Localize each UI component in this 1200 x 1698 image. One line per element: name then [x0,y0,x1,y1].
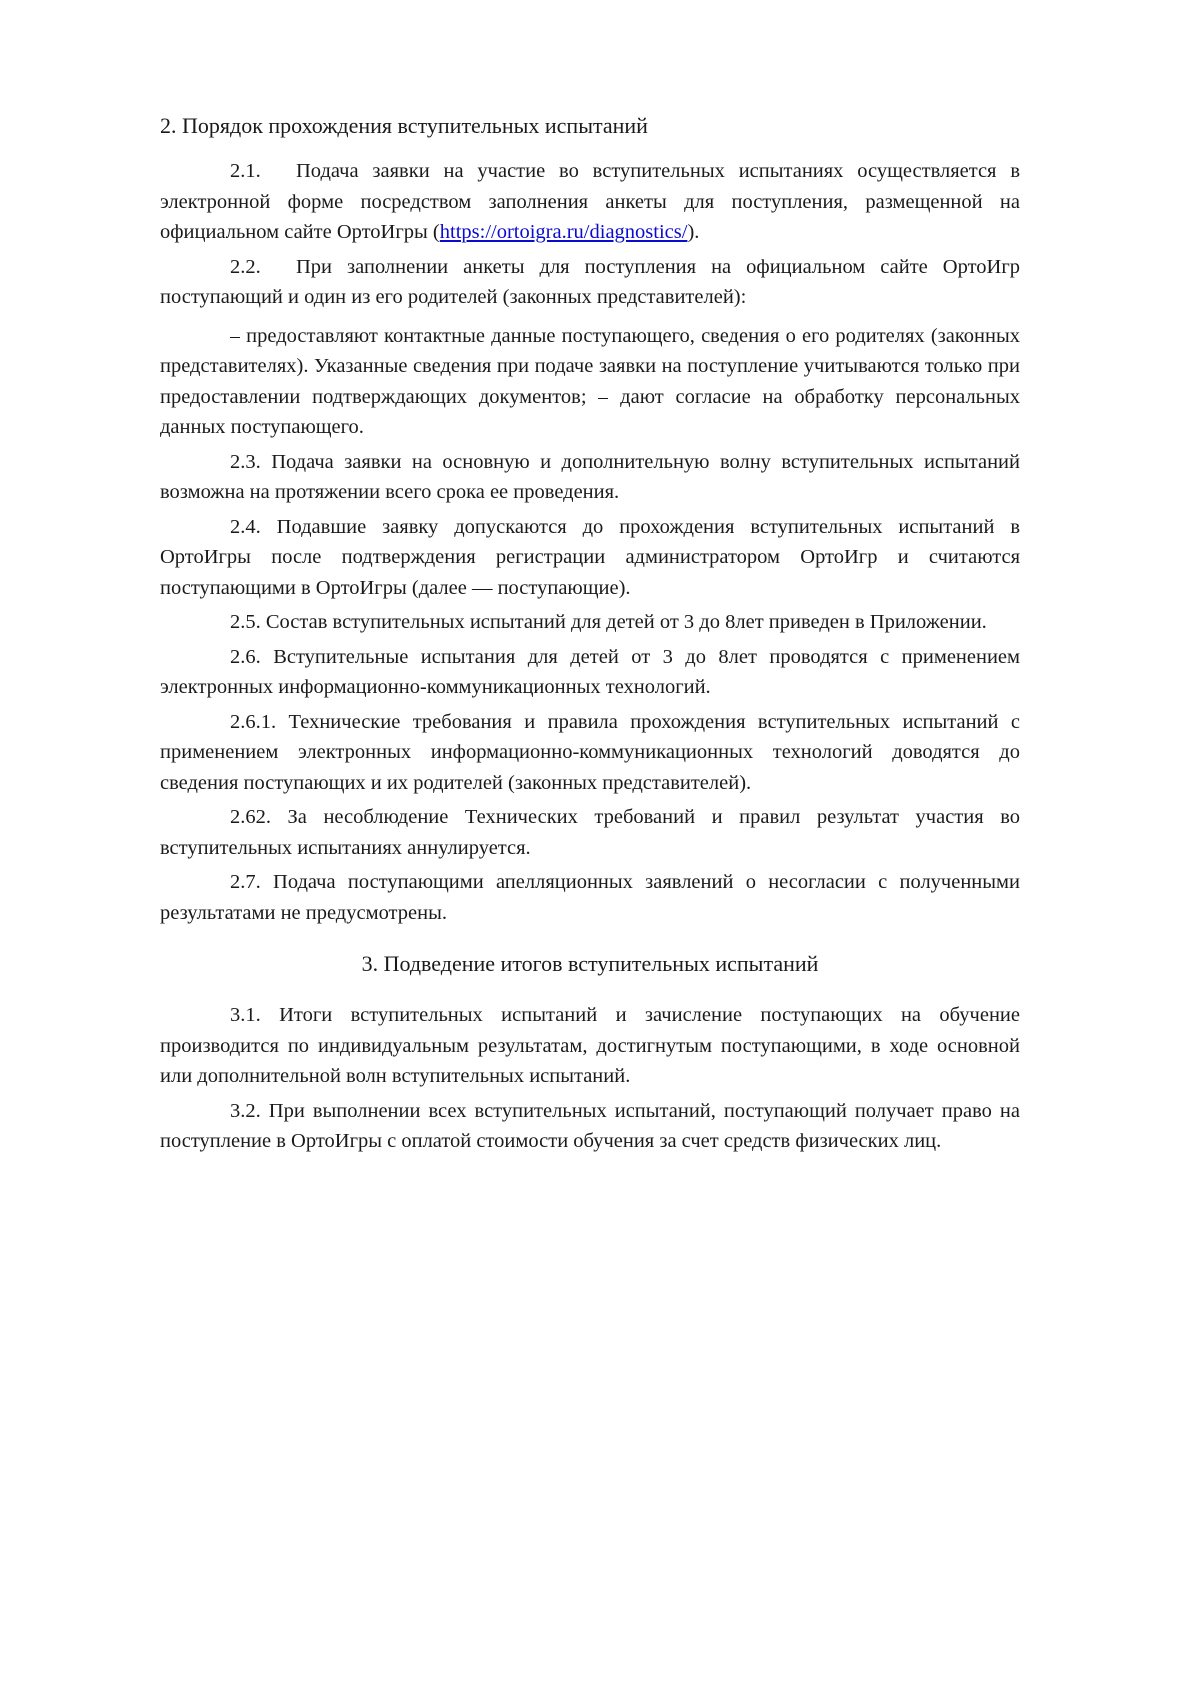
dash-bullet-icon [598,388,608,399]
bullet-item-contacts: предоставляют контактные данные поступающего, сведения о его родителях (законных представителях). Указанные сведения при подаче заявки на поступление учитываются только при предоставлении подтверждающих документов; [160,324,1020,408]
paragraph-2-1-text-end: ). [687,221,700,243]
paragraph-2-6-1: 2.6.1. Технические требования и правила прохождения вступительных испытаний с применением электронных информационно-коммуникационных технологий доводятся до сведения поступающих и их родителей (законных представителей). [160,710,1020,794]
paragraph-2-3: 2.3. Подача заявки на основную и дополнительную волну вступительных испытаний возможна на протяжении всего срока ее проведения. [160,450,1020,503]
paragraph-2-2-number: 2.2. [230,255,261,278]
diagnostics-link[interactable]: https://ortoigra.ru/diagnostics/ [439,221,688,243]
bullet-item-consent: дают согласие на обработку персональных данных поступающего. [160,385,1021,438]
paragraph-2-1-text: Подача заявки на участие во вступительных испытаниях осуществляется в электронной форме посредством заполнения анкеты для поступления, размещенной на официальном сайте ОртоИгры ( [160,160,1020,243]
bullet-list [160,321,1020,443]
paragraph-2-7: 2.7. Подача поступающими апелляционных заявлений о несогласии с полученными результатами не предусмотрены. [160,871,1020,924]
paragraph-2-5: 2.5. Состав вступительных испытаний для детей от 3 до 8лет приведен в Приложении. [230,611,987,633]
paragraph-3-2: 3.2. При выполнении всех вступительных испытаний, поступающий получает право на поступление в ОртоИгры с оплатой стоимости обучения за счет средств физических лиц. [160,1099,1020,1152]
section-3-heading: 3. Подведение итогов вступительных испытаний [361,951,819,976]
dash-bullet-icon [230,327,240,338]
paragraph-2-1 [160,156,1020,248]
paragraph-2-62: 2.62. За несоблюдение Технических требований и правил результат участия во вступительных испытаниях аннулируется. [160,806,1020,859]
paragraph-2-4: 2.4. Подавшие заявку допускаются до прохождения вступительных испытаний в ОртоИгры после подтверждения регистрации администратором ОртоИгр и считаются поступающими в ОртоИгры (далее — поступающие). [160,515,1020,599]
paragraph-2-2-text: При заполнении анкеты для поступления на официальном сайте ОртоИгр поступающий и один из его родителей (законных представителей): [160,255,1020,308]
paragraph-2-6: 2.6. Вступительные испытания для детей от 3 до 8лет проводятся с применением электронных информационно-коммуникационных технологий. [160,645,1020,698]
document-content [160,110,1020,1161]
paragraph-2-1-number: 2.1. [230,160,261,182]
paragraph-2-2 [160,252,1020,313]
paragraph-3-1: 3.1. Итоги вступительных испытаний и зачисление поступающих на обучение производится по индивидуальным результатам, достигнутым поступающими, в ходе основной или дополнительной волн вступительных испытаний. [160,1004,1020,1087]
section-2-heading: 2. Порядок прохождения вступительных испытаний [160,113,648,138]
